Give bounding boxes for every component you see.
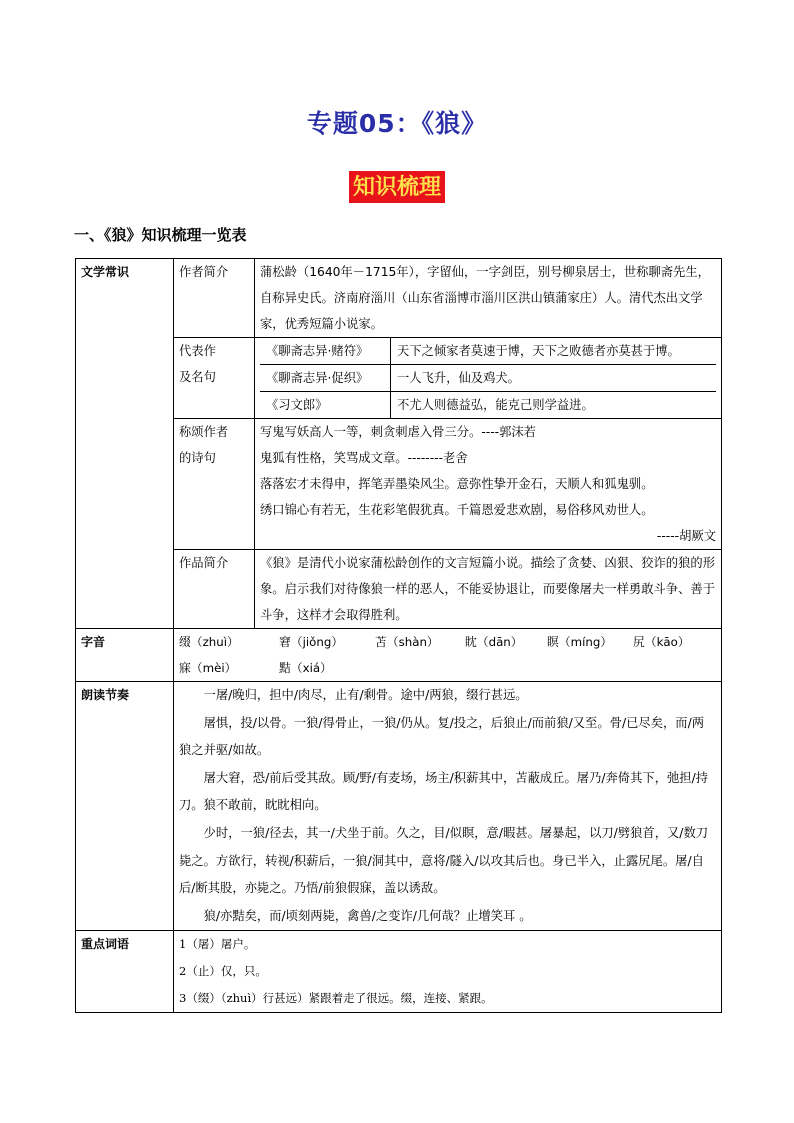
rhythm-content — [174, 682, 722, 931]
keyword-item: 3（缀）（zhuì）行甚远）紧跟着走了很远。缀，连接、紧跟。 — [179, 991, 493, 1006]
work-quote: 天下之倾家者莫速于博，天下之败德者亦莫甚于博。 — [391, 338, 717, 365]
keyword-item: 1（屠）屠户。 — [179, 937, 256, 952]
keywords-category: 重点词语 — [76, 931, 174, 1013]
praise-line: 绣口锦心有若无，生花彩笔假犹真。千篇恩爱悲欢剧，易俗移风劝世人。 — [260, 503, 654, 517]
rhythm-paragraph: 一屠/晚归，担中/肉尽，止有/剩骨。途中/两狼，缀行甚远。 — [203, 688, 528, 702]
pronunciation-item: 寐（mèi） — [179, 661, 237, 675]
work-title: 《聊斋志异·赌符》 — [260, 338, 391, 365]
badge-wrap — [0, 171, 794, 203]
pronunciation-category: 字音 — [76, 629, 174, 682]
rhythm-paragraph: 屠惧，投/以骨。一狼/得骨止，一狼/仍从。复/投之，后狼止/而前狼/又至。骨/已尽矣，而/两狼之并驱/如故。 — [179, 715, 705, 758]
pronunciation-item: 眈（dān） — [465, 635, 523, 649]
author-intro-row — [76, 259, 722, 338]
author-intro-label: 作者简介 — [174, 259, 255, 338]
pronunciation-item: 黠（xiá） — [279, 661, 332, 675]
work-intro-text: 《狼》是清代小说家蒲松龄创作的文言短篇小说。描绘了贪婪、凶狠、狡诈的狼的形象。启示我们对待像狼一样的恶人，不能妥协退让，而要像屠夫一样勇敢斗争、善于斗争，这样才会取得胜利。 — [255, 550, 722, 629]
works-label-line1: 代表作 — [179, 344, 216, 358]
praise-label — [174, 419, 255, 550]
work-title: 《习文郎》 — [260, 392, 391, 419]
pronunciation-item: 缀（zhuì） — [179, 635, 239, 649]
praise-text — [255, 419, 722, 550]
works-label — [174, 338, 255, 419]
knowledge-badge: 知识梳理 — [349, 171, 445, 203]
praise-attribution: -----胡厥文 — [656, 529, 716, 543]
page-title: 专题05：《狼》 — [306, 109, 488, 138]
literature-category: 文学常识 — [76, 259, 174, 629]
work-item — [260, 392, 716, 419]
rhythm-paragraph: 少时，一狼/径去，其一/犬坐于前。久之，目/似瞑，意/暇甚。屠暴起，以刀/劈狼首，又/数刀毙之。方欲行，转视/积薪后，一狼/洞其中，意将/隧入/以攻其后也。身已半入，止露尻尾。屠/自后/断其股，亦毙之。乃悟/前狼假寐，盖以诱敌。 — [179, 825, 709, 896]
pronunciation-content — [174, 629, 722, 682]
pronunciation-item: 尻（kāo） — [633, 635, 690, 649]
rhythm-row — [76, 682, 722, 931]
knowledge-table — [75, 258, 722, 1013]
praise-line: 落落宏才未得申，挥笔弄墨染风尘。意弥性挚开金石，天顺人和狐鬼驯。 — [260, 477, 654, 491]
section-heading: 一、《狼》知识梳理一览表 — [74, 226, 247, 244]
author-intro-text: 蒲松龄（1640年－1715年），字留仙，一字剑臣，别号柳泉居士，世称聊斋先生，自称异史氏。济南府淄川（山东省淄博市淄川区洪山镇蒲家庄）人。清代杰出文学家，优秀短篇小说家。 — [255, 259, 722, 338]
pronunciation-item: 苫（shàn） — [375, 635, 439, 649]
works-label-line2: 及名句 — [179, 370, 216, 384]
pronunciation-line — [179, 629, 716, 655]
work-item — [260, 338, 716, 365]
rhythm-paragraph: 屠大窘，恐/前后受其敌。顾/野/有麦场，场主/积薪其中，苫蔽成丘。屠乃/奔倚其下，弛担/持刀。狼不敢前，眈眈相向。 — [179, 770, 709, 813]
praise-line: 鬼狐有性格，笑骂成文章。--------老舍 — [260, 451, 468, 465]
keywords-row — [76, 931, 722, 1013]
pronunciation-row — [76, 629, 722, 682]
rhythm-paragraph: 狼/亦黠矣，而/顷刻两毙，禽兽/之变诈/几何哉？止增笑耳 。 — [203, 908, 532, 923]
work-quote: 不尤人则德益弘，能克己则学益进。 — [397, 398, 594, 412]
praise-line: 写鬼写妖高人一等，刺贪刺虐入骨三分。----郭沫若 — [260, 425, 536, 439]
rhythm-category: 朗读节奏 — [76, 682, 174, 931]
works-list — [255, 338, 722, 419]
work-item — [260, 365, 716, 392]
praise-label-line1: 称颂作者 — [179, 425, 229, 439]
pronunciation-item: 窘（jiǒng） — [279, 635, 344, 649]
praise-label-line2: 的诗句 — [179, 451, 216, 465]
pronunciation-line — [179, 655, 716, 681]
keyword-item: 2（止）仅，只。 — [179, 964, 267, 979]
work-intro-label: 作品简介 — [174, 550, 255, 629]
work-title: 《聊斋志异·促织》 — [260, 365, 391, 392]
keywords-content — [174, 931, 722, 1013]
work-quote: 一人飞升，仙及鸡犬。 — [391, 365, 717, 392]
pronunciation-item: 瞑（míng） — [547, 635, 613, 649]
